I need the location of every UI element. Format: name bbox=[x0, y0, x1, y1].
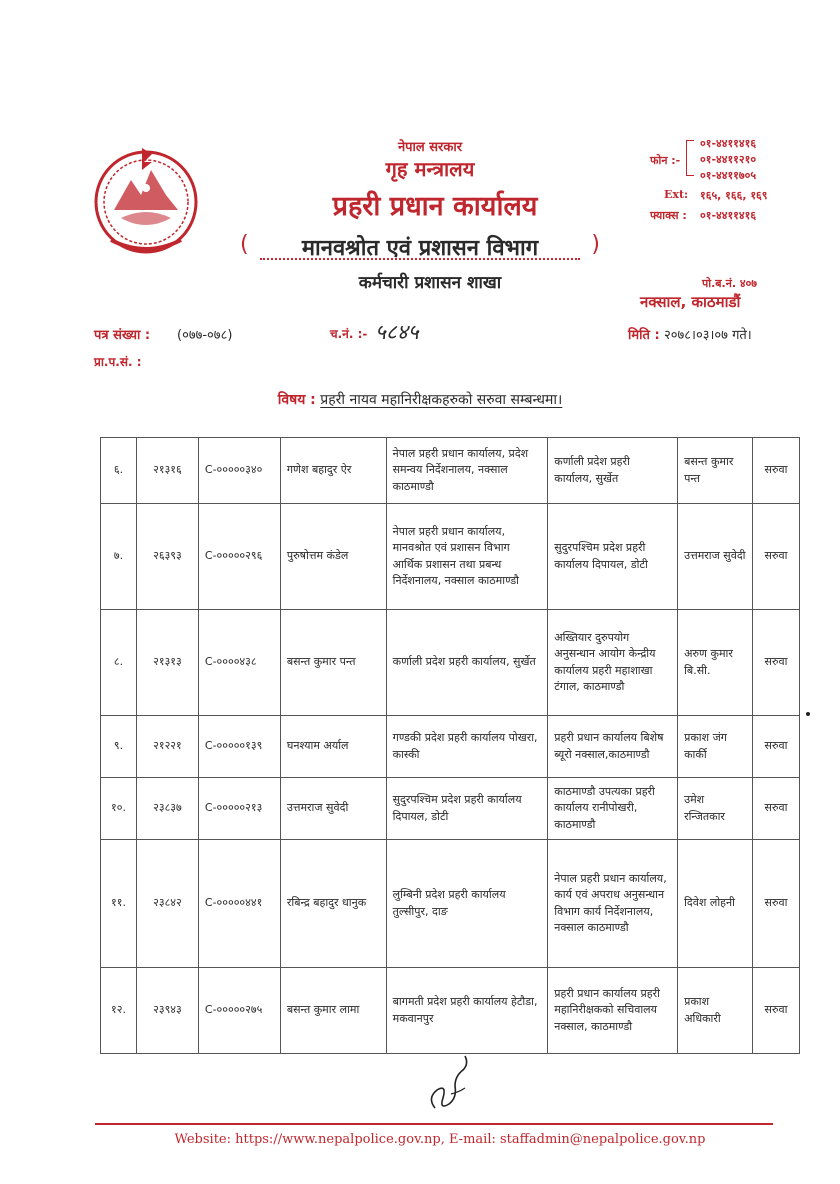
transfer-office-cell: काठमाण्डौ उपत्यका प्रहरी कार्यालय रानीपोखरी, काठमाण्डौ bbox=[548, 778, 678, 840]
branch-name: कर्मचारी प्रशासन शाखा bbox=[358, 273, 502, 293]
department-name: मानवश्रोत एवं प्रशासन विभाग bbox=[301, 236, 539, 261]
employee-code-cell: C-०००००२१३ bbox=[198, 778, 280, 840]
table-row bbox=[101, 840, 800, 968]
bracket-close: ) bbox=[591, 232, 600, 257]
serial-cell: ९. bbox=[101, 716, 137, 778]
remark-cell: सरुवा bbox=[753, 610, 800, 716]
department-block bbox=[240, 232, 600, 266]
employee-number-cell: २३८३७ bbox=[136, 778, 198, 840]
transfer-table bbox=[100, 437, 800, 1054]
signature-icon bbox=[425, 1048, 475, 1118]
employee-code-cell: C-०००००४४१ bbox=[198, 840, 280, 968]
employee-number-cell: २३९४३ bbox=[136, 968, 198, 1054]
officer-name-cell: उत्तमराज सुवेदी bbox=[280, 778, 386, 840]
officer-name-cell: बसन्त कुमार लामा bbox=[280, 968, 386, 1054]
table-row bbox=[101, 778, 800, 840]
replacement-cell: प्रकाश अधिकारी bbox=[678, 968, 753, 1054]
officer-name-cell: गणेश बहादुर ऐर bbox=[280, 438, 386, 504]
footer-text: Website: https://www.nepalpolice.gov.np, E-mail: staffadmin@nepalpolice.gov.np bbox=[174, 1132, 706, 1147]
transfer-office-cell: कर्णाली प्रदेश प्रहरी कार्यालय, सुर्खेत bbox=[548, 438, 678, 504]
employee-code-cell: C-०००००१३९ bbox=[198, 716, 280, 778]
ext-label: Ext: bbox=[664, 188, 689, 201]
po-box: पो.ब.नं. ४०७ bbox=[702, 277, 758, 290]
table-row bbox=[101, 716, 800, 778]
chalan-label: च.नं. :- bbox=[330, 327, 368, 341]
fax-label: फ्याक्स : bbox=[650, 209, 687, 222]
serial-cell: ११. bbox=[101, 840, 137, 968]
replacement-cell: प्रकाश जंग कार्की bbox=[678, 716, 753, 778]
serial-cell: १०. bbox=[101, 778, 137, 840]
current-office-cell: नेपाल प्रहरी प्रधान कार्यालय, प्रदेश समन्वय निर्देशनालय, नक्साल काठमाण्डौ bbox=[386, 438, 548, 504]
current-office-cell: बागमती प्रदेश प्रहरी कार्यालय हेटौडा, मकवानपुर bbox=[386, 968, 548, 1054]
remark-cell: सरुवा bbox=[753, 716, 800, 778]
ext-value: १६५, १६६, १६९ bbox=[700, 189, 768, 202]
fax-value: ०१-४४११४१६ bbox=[700, 209, 757, 222]
remark-cell: सरुवा bbox=[753, 840, 800, 968]
serial-cell: ८. bbox=[101, 610, 137, 716]
employee-number-cell: २६३९३ bbox=[136, 504, 198, 610]
remark-cell: सरुवा bbox=[753, 968, 800, 1054]
transfer-office-cell: सुदुरपश्चिम प्रदेश प्रहरी कार्यालय दिपायल, डोटी bbox=[548, 504, 678, 610]
table-row bbox=[101, 504, 800, 610]
transfer-table-body bbox=[101, 438, 800, 1054]
address: नक्साल, काठमाडौं bbox=[640, 293, 741, 311]
phone-brace bbox=[686, 140, 694, 176]
remark-cell: सरुवा bbox=[753, 778, 800, 840]
chalan-value: ५८४५ bbox=[375, 320, 419, 344]
officer-name-cell: बसन्त कुमार पन्त bbox=[280, 610, 386, 716]
phone-number: ०१-४४११२१० bbox=[700, 153, 757, 166]
office-name: प्रहरी प्रधान कार्यालय bbox=[332, 191, 538, 222]
ref-value: (०७७-०७८) bbox=[177, 328, 233, 343]
employee-number-cell: २१३१६ bbox=[136, 438, 198, 504]
current-office-cell: लुम्बिनी प्रदेश प्रहरी कार्यालय तुल्सीपुर, दाङ bbox=[386, 840, 548, 968]
serial-cell: १२. bbox=[101, 968, 137, 1054]
footer-divider bbox=[95, 1123, 773, 1125]
employee-number-cell: २१३१३ bbox=[136, 610, 198, 716]
employee-number-cell: २३८४२ bbox=[136, 840, 198, 968]
transfer-office-cell: प्रहरी प्रधान कार्यालय बिशेष ब्यूरो नक्साल,काठमाण्डौ bbox=[548, 716, 678, 778]
replacement-cell: उत्तमराज सुवेदी bbox=[678, 504, 753, 610]
table-row bbox=[101, 968, 800, 1054]
current-office-cell: कर्णाली प्रदेश प्रहरी कार्यालय, सुर्खेत bbox=[386, 610, 548, 716]
subject-line bbox=[0, 390, 840, 409]
replacement-cell: दिवेश लोहनी bbox=[678, 840, 753, 968]
transfer-office-cell: अख्तियार दुरुपयोग अनुसन्धान आयोग केन्द्रीय कार्यालय प्रहरी महाशाखा टंगाल, काठमाण्डौ bbox=[548, 610, 678, 716]
current-office-cell: गण्डकी प्रदेश प्रहरी कार्यालय पोखरा, कास्की bbox=[386, 716, 548, 778]
officer-name-cell: घनश्याम अर्याल bbox=[280, 716, 386, 778]
officer-name-cell: पुरुषोत्तम कंडेल bbox=[280, 504, 386, 610]
date-value: २०७८।०३।०७ गते। bbox=[664, 328, 752, 343]
employee-code-cell: C-०००००२७५ bbox=[198, 968, 280, 1054]
page-mark bbox=[806, 712, 810, 716]
subject-text: प्रहरी नायव महानिरीक्षकहरुको सरुवा सम्बन्धमा। bbox=[320, 392, 563, 408]
transfer-office-cell: नेपाल प्रहरी प्रधान कार्यालय, कार्य एवं अपराध अनुसन्धान विभाग कार्य निर्देशनालय, नक्साल काठमाण्डौ bbox=[548, 840, 678, 968]
transfer-office-cell: प्रहरी प्रधान कार्यालय प्रहरी महानिरीक्षकको सचिवालय नक्साल, काठमाण्डौ bbox=[548, 968, 678, 1054]
phone-number: ०१-४४११७०५ bbox=[700, 169, 757, 182]
department-dotted-line bbox=[260, 258, 580, 260]
contact-block bbox=[650, 136, 820, 226]
prps-label: प्रा.प.सं. : bbox=[94, 355, 142, 369]
table-row bbox=[101, 610, 800, 716]
serial-cell: ७. bbox=[101, 504, 137, 610]
officer-name-cell: रबिन्द्र बहादुर धानुक bbox=[280, 840, 386, 968]
government-name: नेपाल सरकार bbox=[397, 140, 463, 155]
replacement-cell: बसन्त कुमार पन्त bbox=[678, 438, 753, 504]
replacement-cell: उमेश रन्जितकार bbox=[678, 778, 753, 840]
ministry-name: गृह मन्त्रालय bbox=[385, 157, 475, 181]
ref-label: पत्र संख्या : bbox=[94, 328, 151, 343]
remark-cell: सरुवा bbox=[753, 438, 800, 504]
employee-number-cell: २१२२१ bbox=[136, 716, 198, 778]
phone-number: ०१-४४११४१६ bbox=[700, 137, 757, 150]
employee-code-cell: C-०००००३४० bbox=[198, 438, 280, 504]
current-office-cell: नेपाल प्रहरी प्रधान कार्यालय, मानवश्रोत एवं प्रशासन विभाग आर्थिक प्रशासन तथा प्रबन्ध निर्देशनालय, नक्साल काठमाण्डौ bbox=[386, 504, 548, 610]
table-row bbox=[101, 438, 800, 504]
remark-cell: सरुवा bbox=[753, 504, 800, 610]
current-office-cell: सुदुरपश्चिम प्रदेश प्रहरी कार्यालय दिपायल, डोटी bbox=[386, 778, 548, 840]
bracket-open: ( bbox=[240, 232, 249, 257]
subject-label: विषय : bbox=[277, 392, 316, 408]
serial-cell: ६. bbox=[101, 438, 137, 504]
employee-code-cell: C-००००४३८ bbox=[198, 610, 280, 716]
phone-label: फोन :- bbox=[650, 154, 681, 167]
date-label: मिति : bbox=[628, 328, 660, 343]
replacement-cell: अरुण कुमार बि.सी. bbox=[678, 610, 753, 716]
employee-code-cell: C-०००००२९६ bbox=[198, 504, 280, 610]
